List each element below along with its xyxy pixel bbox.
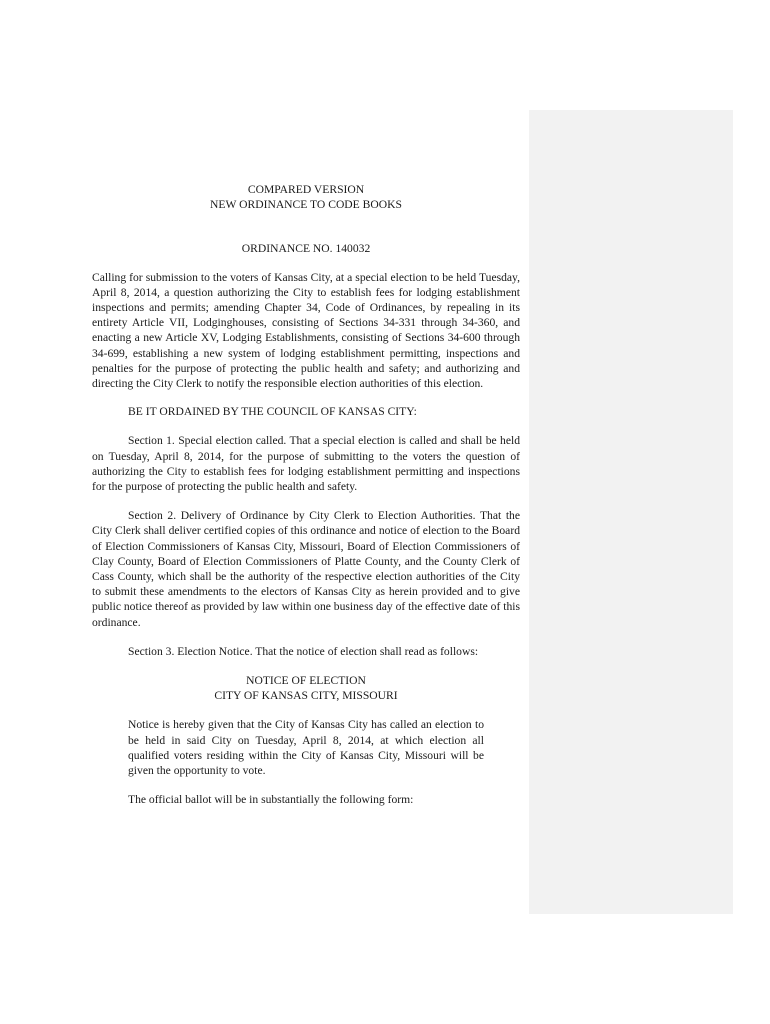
ordinance-number: ORDINANCE NO. 140032: [241, 242, 371, 256]
notice-title-1: NOTICE OF ELECTION: [246, 674, 366, 688]
header-line-2: NEW ORDINANCE TO CODE BOOKS: [210, 198, 402, 212]
notice-heading: [92, 673, 520, 703]
section-2: Section 2. Delivery of Ordinance by City Clerk to Election Authorities. That the City Clerk shall deliver certified copies of this ordinance and notice of election to the Board of Election Commissioners of Kansas City, Missouri, Board of Election Commissioners of Clay County, Board of Election Commissioners of Platte County, and the County Clerk of Cass County, which shall be the authority of the respective election authorities of the City to submit these amendments to the electors of Kansas City as herein provided and to give public notice thereof as provided by law within one business day of the effective date of this ordinance.: [92, 509, 520, 629]
notice-body: Notice is hereby given that the City of Kansas City has called an election to be held in said City on Tuesday, April 8, 2014, at which election all qualified voters residing within the City of Kansas City, Missouri will be given the opportunity to vote.: [128, 718, 484, 778]
document-body: [92, 182, 520, 808]
be-it-ordained: BE IT ORDAINED BY THE COUNCIL OF KANSAS CITY:: [128, 405, 417, 419]
comment-margin-pane: [529, 110, 733, 914]
ballot-intro: The official ballot will be in substantially the following form:: [128, 793, 414, 807]
notice-title-2: CITY OF KANSAS CITY, MISSOURI: [214, 689, 398, 703]
section-3: Section 3. Election Notice. That the notice of election shall read as follows:: [128, 644, 479, 658]
intro-paragraph: Calling for submission to the voters of Kansas City, at a special election to be held Tuesday, April 8, 2014, a question authorizing the City to establish fees for lodging establishment inspections and permits; amending Chapter 34, Code of Ordinances, by repealing in its entirety Article VII, Lodginghouses, consisting of Sections 34-331 through 34-360, and enacting a new Article XV, Lodging Establishments, consisting of Sections 34-600 through 34-699, establishing a new system of lodging establishment permitting, inspections and penalties for the purpose of protecting the public health and safety; and authorizing and directing the City Clerk to notify the responsible election authorities of this election.: [92, 270, 520, 391]
section-1: Section 1. Special election called. That a special election is called and shall be held on Tuesday, April 8, 2014, for the purpose of submitting to the voters the question of authorizing the City to establish fees for lodging establishment permitting and inspections for the purpose of protecting the public health and safety.: [92, 434, 520, 494]
header-line-1: COMPARED VERSION: [247, 183, 365, 196]
